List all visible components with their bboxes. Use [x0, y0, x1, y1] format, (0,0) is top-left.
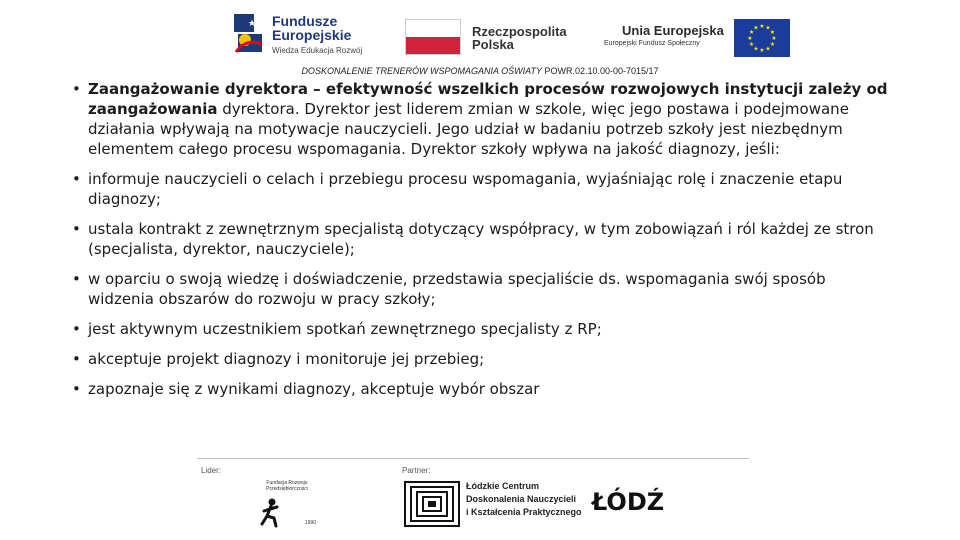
bullet-dot: •: [72, 350, 81, 368]
svg-text:★: ★: [248, 19, 257, 29]
list-item: [72, 219, 892, 259]
footer-divider: [197, 458, 749, 459]
bullet-dot: •: [72, 320, 81, 338]
project-name: DOSKONALENIE TRENERÓW WSPOMAGANIA OŚWIATY: [301, 66, 542, 76]
list-item: [72, 379, 892, 399]
project-code: POWR.02.10.00-00-7015/17: [541, 66, 659, 76]
lodz-city-logo: [590, 486, 666, 516]
bullet-dot: •: [72, 270, 81, 288]
lider-org-name: Fundacja Rozwoju Przedsiębiorczości: [266, 480, 308, 492]
partner-name: Łódzkie Centrum Doskonalenia Nauczycieli i Kształcenia Praktycznego: [466, 481, 582, 517]
eu-star-icon: ★: [748, 29, 755, 36]
bullet-dot: •: [72, 170, 81, 188]
project-line: [0, 66, 960, 76]
list-item: [72, 269, 892, 309]
list-item-text: informuje nauczycieli o celach i przebiegu procesu wspomagania, wyjaśniając rolę i znaczenie etapu diagnozy;: [88, 170, 843, 208]
bullet-dot: •: [72, 80, 81, 98]
eu-star-icon: ★: [765, 24, 771, 32]
eu-star-icon: ★: [753, 24, 759, 32]
fundusze-europejskie-logo-mark: [232, 12, 268, 56]
eu-star-icon: ★: [759, 23, 765, 30]
lead-text: dyrektora. Dyrektor jest liderem zmian w szkole, więc jego postawa i podejmowane działania wpływają na motywacje nauczycieli. Jego udział w badaniu potrzeb szkoły jest niezbędnym elementem całego procesu wspomagania. Dyrektor szkoły wpływa na jakość diagnozy, jeśli:: [88, 100, 849, 158]
list-item-text: zapoznaje się z wynikami diagnozy, akceptuje wybór obszar: [88, 380, 540, 398]
eu-star-icon: ★: [753, 45, 759, 53]
unia-europejska-title: Unia Europejska: [622, 23, 724, 38]
eu-star-icon: ★: [769, 29, 776, 36]
eu-flag-icon: [734, 19, 790, 57]
list-item: [72, 349, 892, 369]
eu-star-icon: ★: [765, 45, 771, 53]
poland-flag-icon: [405, 19, 461, 55]
list-item: [72, 169, 892, 209]
lider-year: 1990: [304, 520, 316, 526]
lead-bold-text: Zaangażowanie dyrektora – efektywność wszelkich procesów rozwojowych instytucji zależy od zaangażowania: [88, 80, 888, 118]
eu-star-icon: ★: [771, 35, 777, 42]
partner-label: Partner:: [402, 466, 431, 475]
eu-star-icon: ★: [747, 35, 753, 42]
bullet-dot: •: [72, 380, 81, 398]
eu-star-icon: ★: [759, 47, 765, 54]
logo-bar: [0, 0, 960, 64]
lider-logo: [254, 480, 320, 528]
ldcnikp-logo-mark: [404, 481, 460, 527]
fundusze-europejskie-title: Fundusze Europejskie: [272, 13, 352, 43]
list-item-text: ustala kontrakt z zewnętrznym specjalistą dotyczący współpracy, w tym zobowiązań i ról każdej ze stron (specjalista, dyrektor, nauczyciele);: [88, 220, 874, 258]
eu-star-icon: ★: [769, 41, 776, 48]
list-item-lead: [72, 79, 892, 159]
list-item-text: jest aktywnym uczestnikiem spotkań zewnętrznego specjalisty z RP;: [88, 320, 602, 338]
fundusze-europejskie-subtitle: Wiedza Edukacja Rozwój: [272, 46, 363, 55]
efs-subtitle: Europejski Fundusz Społeczny: [604, 40, 700, 47]
list-item: [72, 319, 892, 339]
rzeczpospolita-polska-text: Rzeczpospolita Polska: [472, 24, 567, 52]
lider-label: Lider:: [201, 466, 222, 475]
eu-star-icon: ★: [748, 41, 755, 48]
bullet-dot: •: [72, 220, 81, 238]
list-item-text: w oparciu o swoją wiedzę i doświadczenie, przedstawia specjaliście ds. wspomagania swój sposób widzenia obszarów do rozwoju w pracy szkoły;: [88, 270, 826, 308]
bullet-list: [72, 79, 892, 409]
list-item-text: akceptuje projekt diagnozy i monitoruje jej przebieg;: [88, 350, 485, 368]
lodz-wordmark: ŁÓDŹ: [591, 488, 665, 516]
